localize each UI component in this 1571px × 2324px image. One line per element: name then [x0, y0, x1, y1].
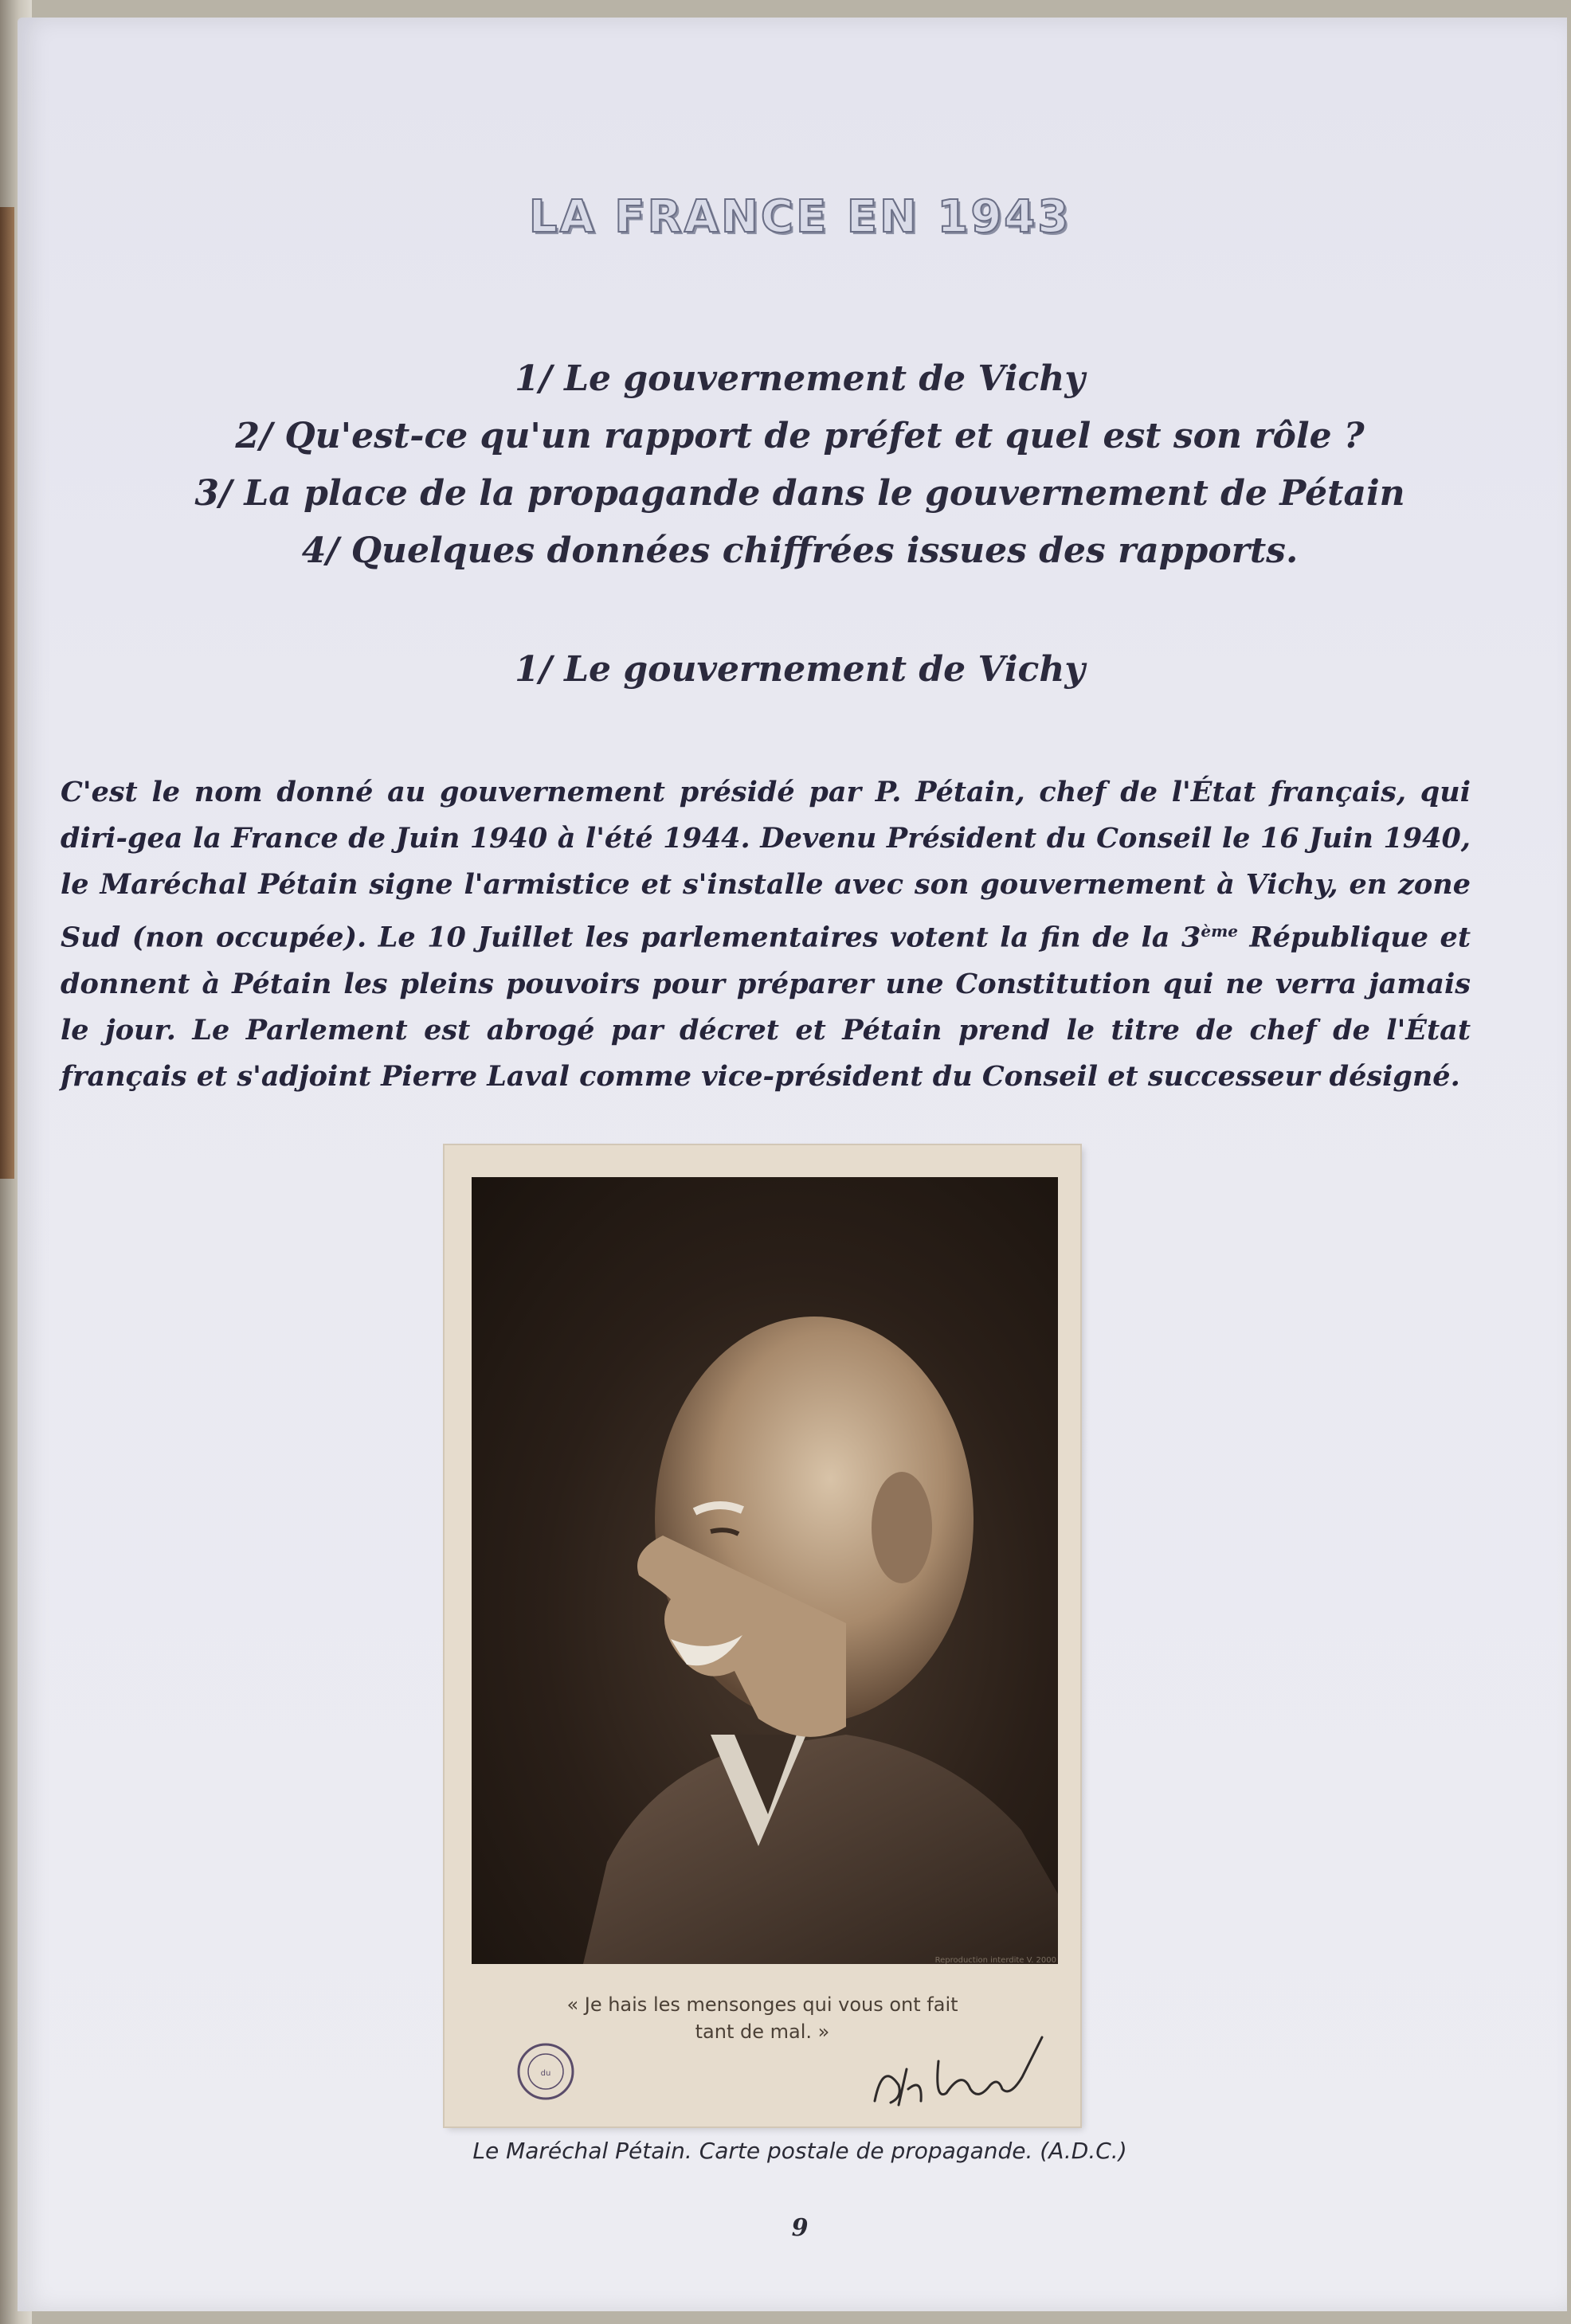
figure-caption: Le Maréchal Pétain. Carte postale de propagande. (A.D.C.) [472, 2138, 1127, 2164]
toc-item-1: 1/ Le gouvernement de Vichy [515, 358, 1085, 399]
handwritten-signature [859, 2013, 1050, 2117]
archives-stamp [516, 2042, 575, 2101]
body-paragraph [61, 769, 1471, 1100]
reproduction-note: Reproduction interdite V. 2000 [934, 1956, 1056, 1965]
page-title: LA FRANCE EN 1943 [528, 191, 1071, 243]
toc-item-4: 4/ Quelques données chiffrées issues des rapports. [301, 530, 1299, 571]
portrait-illustration [472, 1177, 1058, 1964]
section-heading: 1/ Le gouvernement de Vichy [515, 649, 1085, 690]
quote-line-2: tant de mal. » [695, 2021, 830, 2043]
body-text-part-1: C'est le nom donné au gouvernement présidé par P. Pétain, chef de l'État français, qui diri-gea la France de Juin 1940 à l'été 1944. Devenu Président du Conseil le 16 Juin 1940, le Maréchal Pétain signe l'armistice et s'installe avec son gouvernement à Vichy, en zone Sud (non occupée). Le 10 Juillet les parlementaires votent la fin de la 3 [61, 776, 1471, 954]
toc-item-2: 2/ Qu'est-ce qu'un rapport de préfet et quel est son rôle ? [235, 416, 1365, 456]
body-text-part-2: République et donnent à Pétain les pleins pouvoirs pour préparer une Constitution qui ne verra jamais le jour. Le Parlement est abrogé par décret et Pétain prend le titre de chef de l'État français et s'adjoint Pierre Laval comme vice-président du Conseil et successeur désigné. [61, 921, 1471, 1093]
svg-text:du: du [540, 2069, 551, 2078]
propaganda-postcard [445, 1145, 1080, 2126]
body-text-superscript: ème [1201, 921, 1238, 941]
table-of-contents [0, 350, 1571, 580]
toc-item-3: 3/ La place de la propagande dans le gouvernement de Pétain [194, 473, 1405, 514]
quote-line-1: « Je hais les mensonges qui vous ont fait [566, 1993, 958, 2016]
page-number: 9 [791, 2214, 809, 2242]
portrait-photo [472, 1177, 1058, 1964]
